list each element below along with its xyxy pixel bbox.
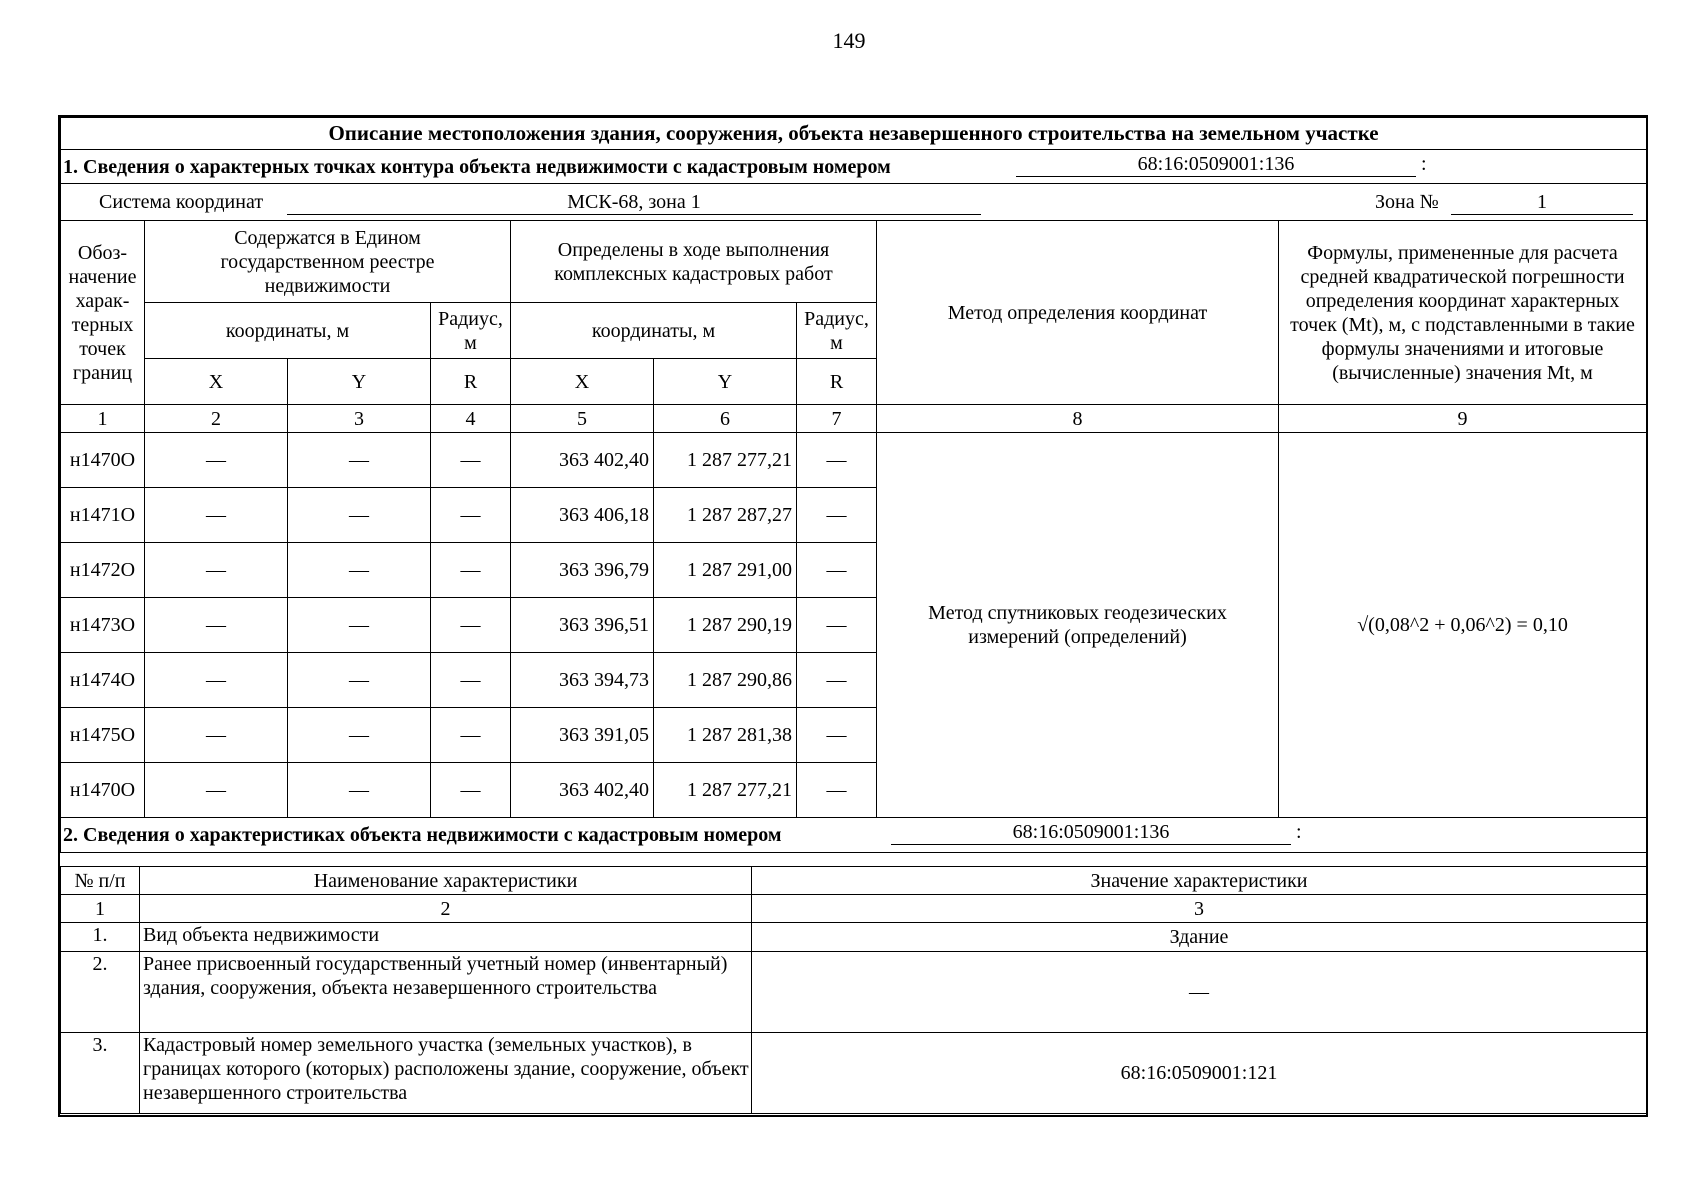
col-num: 8 xyxy=(877,405,1279,433)
section2-colon: : xyxy=(1296,821,1302,843)
section1-label: 1. Сведения о характерных точках контура объекта недвижимости с кадастровым номером xyxy=(63,155,891,178)
row-name: Вид объекта недвижимости xyxy=(140,923,752,952)
characteristics-table xyxy=(60,866,1647,1114)
egrn-y: — xyxy=(288,433,431,488)
header-kkr-x: X xyxy=(511,359,654,405)
coord-system-value: МСК-68, зона 1 xyxy=(287,190,981,215)
document-title: Описание местоположения здания, сооружения, объекта незавершенного строительства на земельном участке xyxy=(61,118,1647,150)
row-num: 3. xyxy=(61,1033,140,1114)
kkr-x: 363 396,51 xyxy=(511,598,654,653)
col-num: 5 xyxy=(511,405,654,433)
header-egrn-x: X xyxy=(145,359,288,405)
point-name: н1470О xyxy=(61,763,145,818)
kkr-y: 1 287 291,00 xyxy=(654,543,797,598)
row-value: — xyxy=(752,952,1647,1033)
kkr-r: — xyxy=(797,488,877,543)
row-num: 1. xyxy=(61,923,140,952)
kkr-x: 363 402,40 xyxy=(511,433,654,488)
point-name: н1470О xyxy=(61,433,145,488)
header-point: Обоз-начение харак-терных точек границ xyxy=(61,221,145,405)
egrn-r: — xyxy=(431,433,511,488)
header-formula: Формулы, примененные для расчета средней квадратической погрешности определения координат характерных точек (Mt), м, с подставленными в такие формулы значениями и итоговые (вычисленные) значения Mt, м xyxy=(1279,221,1647,405)
egrn-y: — xyxy=(288,708,431,763)
row-name: Ранее присвоенный государственный учетный номер (инвентарный) здания, сооружения, объекта незавершенного строительства xyxy=(140,952,752,1033)
kkr-y: 1 287 281,38 xyxy=(654,708,797,763)
col-num: 9 xyxy=(1279,405,1647,433)
header-name: Наименование характеристики xyxy=(140,867,752,895)
section1-header xyxy=(61,150,1647,184)
header-kkr-radius: Радиус, м xyxy=(797,303,877,359)
egrn-x: — xyxy=(145,598,288,653)
header-kkr: Определены в ходе выполнения комплексных кадастровых работ xyxy=(511,221,877,303)
header-egrn-radius: Радиус, м xyxy=(431,303,511,359)
section2-cadastral: 68:16:0509001:136 xyxy=(891,820,1291,845)
point-name: н1472О xyxy=(61,543,145,598)
table-row xyxy=(61,433,1647,488)
kkr-r: — xyxy=(797,433,877,488)
col-num: 7 xyxy=(797,405,877,433)
egrn-x: — xyxy=(145,653,288,708)
col-num: 6 xyxy=(654,405,797,433)
page-number: 149 xyxy=(832,28,866,53)
kkr-y: 1 287 290,86 xyxy=(654,653,797,708)
kkr-x: 363 406,18 xyxy=(511,488,654,543)
egrn-y: — xyxy=(288,598,431,653)
header-num: № п/п xyxy=(61,867,140,895)
header-egrn-coords: координаты, м xyxy=(145,303,431,359)
table-row xyxy=(61,923,1647,952)
egrn-r: — xyxy=(431,653,511,708)
egrn-x: — xyxy=(145,763,288,818)
kkr-y: 1 287 287,27 xyxy=(654,488,797,543)
coordinate-system-row xyxy=(61,184,1647,221)
kkr-x: 363 391,05 xyxy=(511,708,654,763)
kkr-x: 363 396,79 xyxy=(511,543,654,598)
coord-system-label: Система координат xyxy=(99,191,264,213)
header-egrn: Содержатся в Едином государственном реестре недвижимости xyxy=(145,221,511,303)
header-value: Значение характеристики xyxy=(752,867,1647,895)
point-name: н1475О xyxy=(61,708,145,763)
col-num: 3 xyxy=(288,405,431,433)
egrn-y: — xyxy=(288,653,431,708)
table-row xyxy=(61,1033,1647,1114)
header-egrn-y: Y xyxy=(288,359,431,405)
col-num: 2 xyxy=(140,895,752,923)
zone-value: 1 xyxy=(1451,190,1633,215)
row-value: 68:16:0509001:121 xyxy=(752,1033,1647,1114)
kkr-x: 363 394,73 xyxy=(511,653,654,708)
col-num: 1 xyxy=(61,405,145,433)
col-num: 3 xyxy=(752,895,1647,923)
points-table xyxy=(60,117,1647,853)
section2-header xyxy=(61,818,1647,853)
point-name: н1473О xyxy=(61,598,145,653)
section1-colon: : xyxy=(1421,153,1427,175)
kkr-y: 1 287 277,21 xyxy=(654,763,797,818)
col-num: 4 xyxy=(431,405,511,433)
method-value: Метод спутниковых геодезических измерений (определений) xyxy=(877,433,1279,818)
egrn-x: — xyxy=(145,708,288,763)
document-frame xyxy=(58,115,1648,1117)
kkr-r: — xyxy=(797,763,877,818)
section1-cadastral: 68:16:0509001:136 xyxy=(1016,152,1416,177)
egrn-y: — xyxy=(288,763,431,818)
table-row xyxy=(61,952,1647,1033)
col-num: 2 xyxy=(145,405,288,433)
egrn-r: — xyxy=(431,543,511,598)
formula-value: √(0,08^2 + 0,06^2) = 0,10 xyxy=(1279,433,1647,818)
kkr-y: 1 287 277,21 xyxy=(654,433,797,488)
kkr-r: — xyxy=(797,653,877,708)
kkr-r: — xyxy=(797,543,877,598)
kkr-x: 363 402,40 xyxy=(511,763,654,818)
egrn-y: — xyxy=(288,488,431,543)
egrn-x: — xyxy=(145,488,288,543)
header-method: Метод определения координат xyxy=(877,221,1279,405)
egrn-r: — xyxy=(431,598,511,653)
egrn-r: — xyxy=(431,763,511,818)
row-value: Здание xyxy=(752,923,1647,952)
egrn-y: — xyxy=(288,543,431,598)
point-name: н1474О xyxy=(61,653,145,708)
egrn-r: — xyxy=(431,488,511,543)
col-num: 1 xyxy=(61,895,140,923)
egrn-r: — xyxy=(431,708,511,763)
kkr-r: — xyxy=(797,708,877,763)
point-name: н1471О xyxy=(61,488,145,543)
kkr-r: — xyxy=(797,598,877,653)
kkr-y: 1 287 290,19 xyxy=(654,598,797,653)
row-name: Кадастровый номер земельного участка (земельных участков), в границах которого (которых) расположены здание, сооружение, объект незавершенного строительства xyxy=(140,1033,752,1114)
header-kkr-coords: координаты, м xyxy=(511,303,797,359)
egrn-x: — xyxy=(145,543,288,598)
header-egrn-r: R xyxy=(431,359,511,405)
header-kkr-r: R xyxy=(797,359,877,405)
row-num: 2. xyxy=(61,952,140,1033)
header-kkr-y: Y xyxy=(654,359,797,405)
zone-label: Зона № xyxy=(1375,191,1439,213)
egrn-x: — xyxy=(145,433,288,488)
section2-label: 2. Сведения о характеристиках объекта недвижимости с кадастровым номером xyxy=(63,824,782,846)
